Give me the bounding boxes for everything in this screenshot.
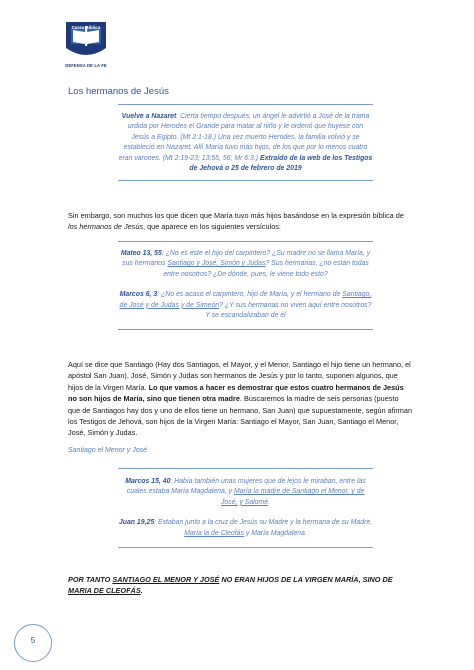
paragraph-intro: Sin embargo, son muchos los que dicen que María tuvo más hijos basándose en la expresión bíblica de los hermanos de Jesús, que aparece en los siguientes versículos: [68,211,404,232]
quote-mateo: Mateo 13, 55: ¿No es este el hijo del carpintero? ¿Su madre no se llama María, y sus hermanos Santiago y José, Simón y Judas? Sus hermanas, ¿no están todas entre nosotros? ¿De dónde, pues, le viene todo esto? [120,250,371,278]
verse-link[interactable]: María la madre de Santiago el Menor, y de José, y Salomé [220,488,365,506]
divider [118,547,373,548]
quote-text: Vuelve a Nazaret. Cierta tiempo después, un ángel le advirtió a José de la trama urdida por Herodes el Grande para matar al niño y le ordenó que huyese con Jesús a Egipto. (Mt 2:1-18.) Una vez muerto Herodes, la familia volvió y se estableció en Nazaret. Allí María tuvo más hijos, de los que por lo menos cuatro eran varones. (Mt 2:19-23; 13:55, 56; Mr 6:3.) Extraído de la web de los Testigos de Jehová o 25 de febrero de 2019 [118,113,373,173]
paragraph-main: Aquí se dice que Santiago (Hay dos Santiagos, el Mayor, y el Menor, Santiago el hijo tiene un hermano, el apóstol San Juan), José, Simón y Judas son hermanos de Jesús y por lo tanto, suponen algunos, que hijos de la Virgen María. Lo que vamos a hacer es demostrar que estos cuatro hermanos de Jesús no son hijos de María, sino que tienen otra madre. Buscaremos la madre de seis personas (puesto que de Santiagos hay dos y uno de ellos tiene un hermano, San Juan) que supuestamente, según afirman los Testigos de Jehová, son hijos de la Virgen María: Santiago el Mayor, San Juan, Santiago el Menor, José, Simón y Judas. [68,360,412,438]
quote-marcos: Marcos 6, 3: ¿No es acaso el carpintero, hijo de María, y el hermano de Santiago, de José y de Judas y de Simeón? ¿Y sus hermanas no viven aquí entre nosotros? Y se escandalizaban de él [119,291,372,320]
quote-marcos-15: Marcos 15, 40: Había también unas mujeres que de lejos le miraban, entre las cuales estaba María Magdalena, y María la madre de Santiago el Menor, y de José, y Salomé. [125,478,366,506]
divider [118,329,373,330]
divider [118,468,373,469]
page-number-badge [14,624,52,662]
quote-source: Extraído de la web de los Testigos de Jehová o 25 de febrero de 2019 [189,154,373,173]
subheading: Santiago el Menor y José [68,447,147,454]
verse-link[interactable]: Santiago, de José y de Judas y de Simeón [119,291,372,309]
divider [118,241,373,242]
quote-block-mothers [118,468,373,548]
quote-block-nazaret [118,104,373,181]
divider [118,180,373,181]
conclusion: POR TANTO SANTIAGO EL MENOR Y JOSÉ NO ERAN HIJOS DE LA VIRGEN MARÍA, SINO DE MARIA DE CLEOFÁS. [68,575,393,596]
quote-lead: Vuelve a Nazaret [121,113,177,120]
verse-link[interactable]: María la de Cleofás [184,529,244,537]
verse-link[interactable]: Santiago y José, Simón y Judas [167,260,266,268]
section-heading: Los hermanos de Jesús [68,86,169,97]
quote-block-gospels [118,241,373,330]
divider [118,104,373,105]
quote-juan-19: Juan 19,25: Estaban junto a la cruz de Jesús su Madre y la hermana de su Madre, María la de Cleofás y María Magdalena. [118,519,373,537]
page-number: 5 [30,636,36,645]
logo [60,18,112,76]
logo-subtitle: DEFENSA DE LA FE [65,63,107,68]
logo-title: Curso Bíblico [71,25,101,30]
